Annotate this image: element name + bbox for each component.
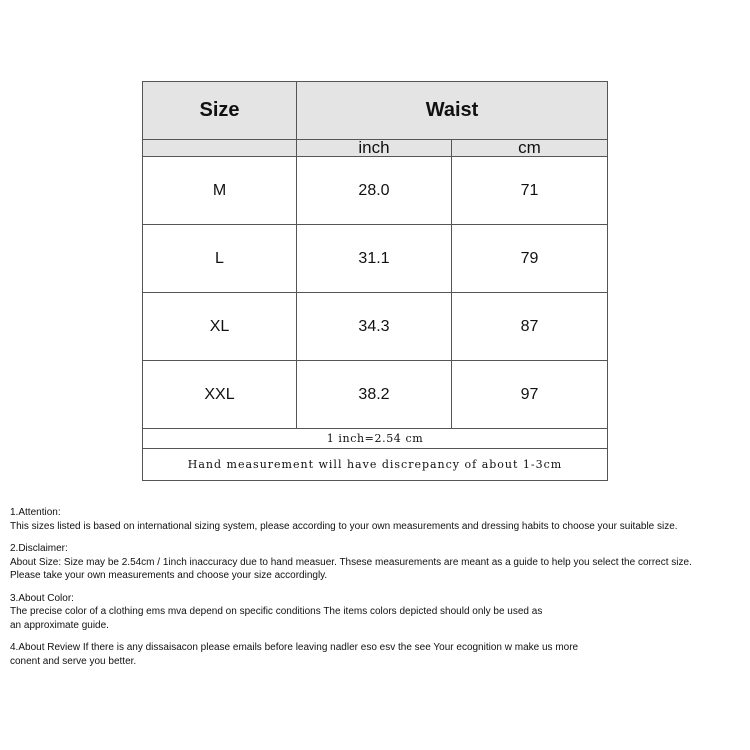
size-cell: XXL bbox=[143, 361, 297, 429]
inch-cell: 31.1 bbox=[297, 225, 452, 293]
color-text: The precise color of a clothing ems mva depend on specific conditions The items colors depicted should only be used as bbox=[10, 606, 543, 617]
disclaimer-heading: 2.Disclaimer: bbox=[10, 543, 68, 554]
table-header-row bbox=[143, 82, 608, 140]
cm-cell: 97 bbox=[452, 361, 608, 429]
unit-header-blank bbox=[143, 140, 297, 157]
size-header: Size bbox=[143, 82, 297, 140]
cm-cell: 71 bbox=[452, 157, 608, 225]
size-cell: L bbox=[143, 225, 297, 293]
attention-text: This sizes listed is based on international sizing system, please according to your own measurements and dressing habits to choose your suitable size. bbox=[10, 520, 678, 532]
inch-cell: 28.0 bbox=[297, 157, 452, 225]
color-note bbox=[10, 592, 748, 633]
cm-cell: 87 bbox=[452, 293, 608, 361]
inch-cell: 38.2 bbox=[297, 361, 452, 429]
review-text: conent and serve you better. bbox=[10, 655, 137, 667]
color-heading: 3.About Color: bbox=[10, 592, 74, 604]
conversion-note: 1 inch=2.54 cm bbox=[143, 429, 608, 449]
measurement-note: Hand measurement will have discrepancy of about 1-3cm bbox=[143, 449, 608, 481]
cm-unit-header: cm bbox=[452, 140, 608, 157]
inch-unit-header: inch bbox=[297, 140, 452, 157]
attention-heading: 1.Attention: bbox=[10, 507, 61, 518]
measurement-note-row bbox=[143, 449, 608, 481]
table-row bbox=[143, 293, 608, 361]
unit-header-row bbox=[143, 140, 608, 157]
size-cell: XL bbox=[143, 293, 297, 361]
attention-note bbox=[10, 506, 748, 533]
waist-header: Waist bbox=[297, 82, 608, 140]
table-row bbox=[143, 157, 608, 225]
review-note bbox=[10, 641, 748, 668]
cm-cell: 79 bbox=[452, 225, 608, 293]
notes-section bbox=[10, 506, 748, 677]
table-row bbox=[143, 361, 608, 429]
conversion-note-row bbox=[143, 429, 608, 449]
size-chart-table bbox=[142, 81, 608, 481]
review-text: 4.About Review If there is any dissaisacon please emails before leaving nadler eso esv the see Your ecognition w make us more bbox=[10, 642, 579, 653]
disclaimer-text: Please take your own measurements and choose your size accordingly. bbox=[10, 570, 328, 581]
disclaimer-text: About Size: Size may be 2.54cm / 1inch inaccuracy due to hand measuer. Thsese measurements are meant as a guide to help you select the correct size. bbox=[10, 556, 692, 568]
size-cell: M bbox=[143, 157, 297, 225]
inch-cell: 34.3 bbox=[297, 293, 452, 361]
table-row bbox=[143, 225, 608, 293]
disclaimer-note bbox=[10, 542, 748, 583]
color-text: an approximate guide. bbox=[10, 619, 109, 631]
